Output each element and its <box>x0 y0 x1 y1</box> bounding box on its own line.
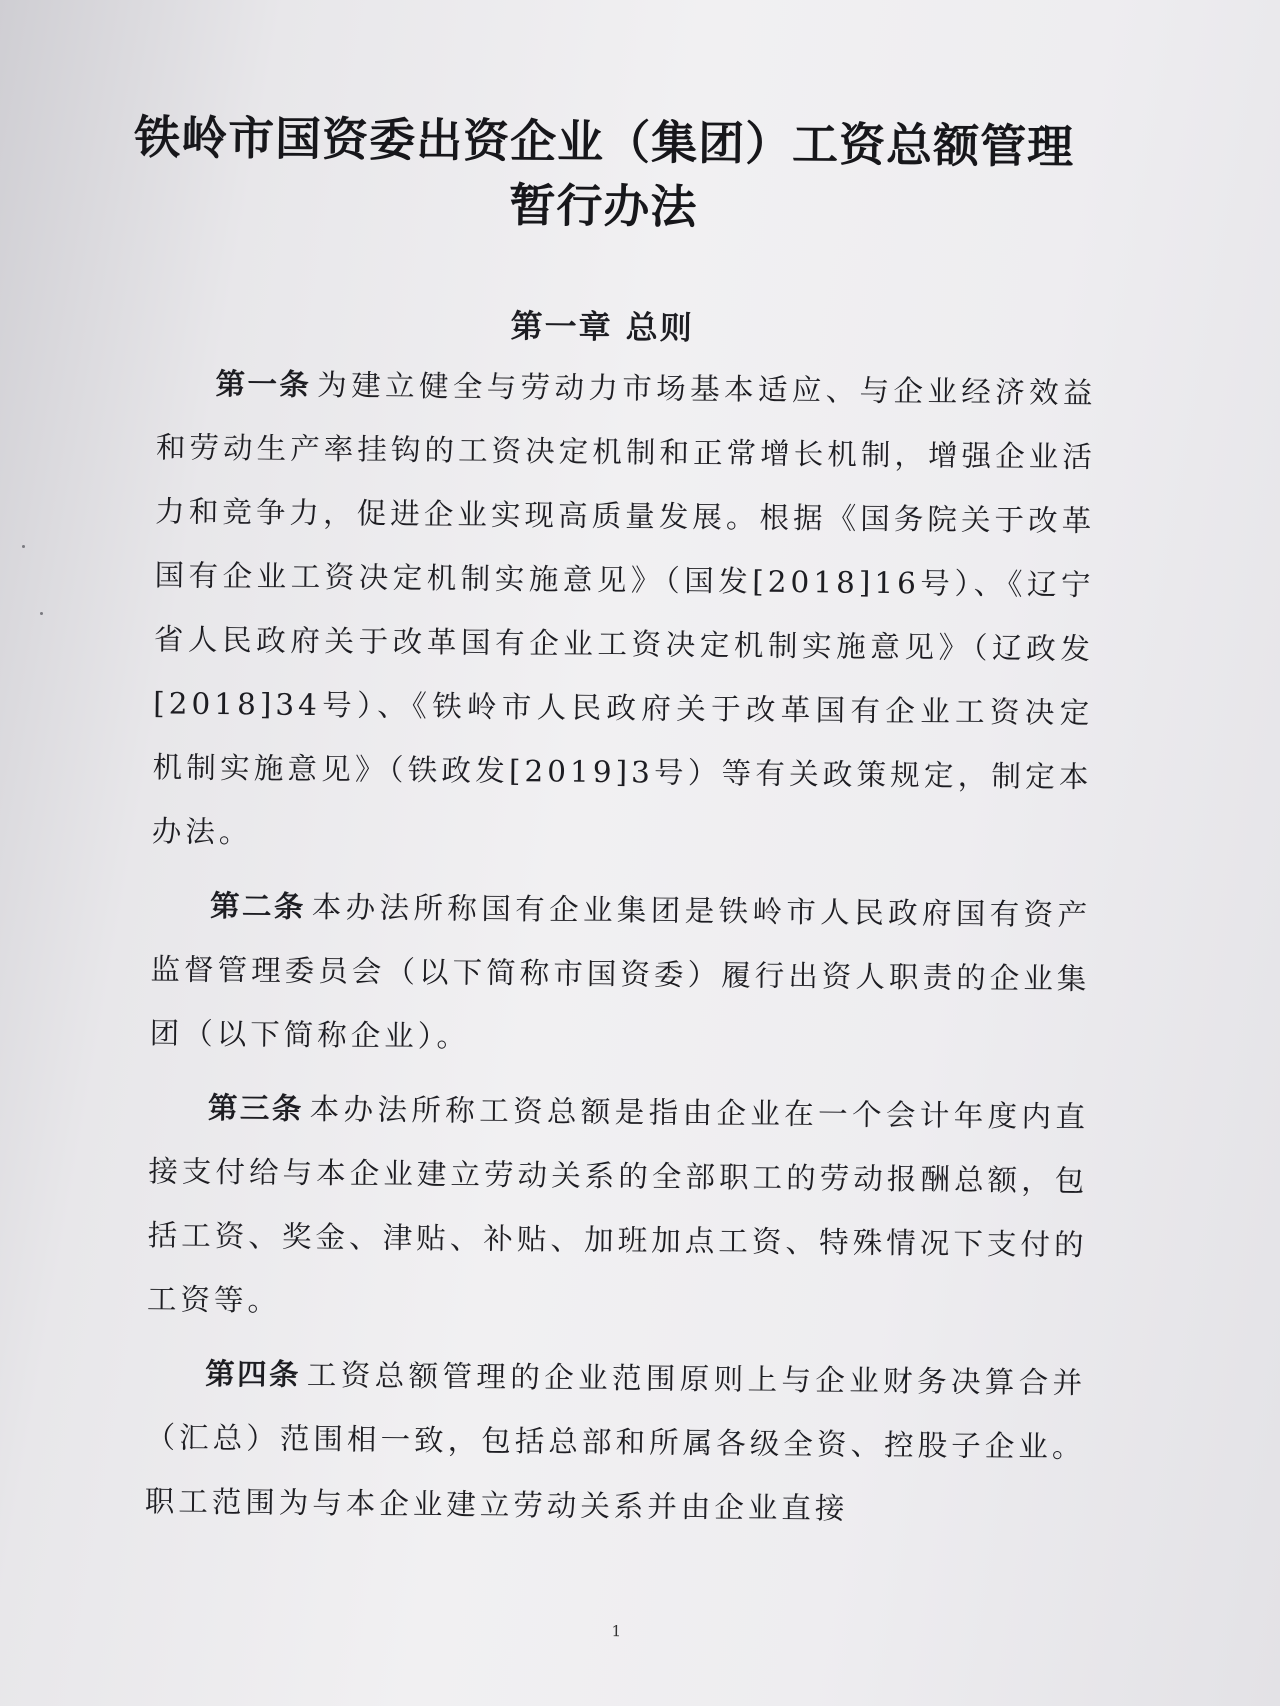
document-title: 铁岭市国资委出资企业（集团）工资总额管理暂行办法 <box>133 110 1075 234</box>
article-number: 第二条 <box>209 888 306 924</box>
article-number: 第一条 <box>215 366 312 402</box>
paper-speck <box>40 612 43 615</box>
document-page <box>83 55 1110 1665</box>
article-text: 本办法所称国有企业集团是铁岭市人民政府国有资产监督管理委员会（以下简称市国资委）履行出资人职责的企业集团（以下简称企业）。 <box>149 889 1092 1054</box>
article-3 <box>147 1075 1090 1341</box>
article-text: 工资总额管理的企业范围原则上与企业财务决算合并（汇总）范围相一致，包括总部和所属各级全资、控股子企业。职工范围为与本企业建立劳动关系并由企业直接 <box>144 1357 1087 1526</box>
article-text: 本办法所称工资总额是指由企业在一个会计年度内直接支付给与本企业建立劳动关系的全部职工的劳动报酬总额，包括工资、奖金、津贴、补贴、加班加点工资、特殊情况下支付的工资等。 <box>146 1091 1090 1318</box>
article-2 <box>149 873 1091 1075</box>
article-number: 第四条 <box>205 1356 302 1392</box>
article-number: 第三条 <box>207 1090 304 1126</box>
page-number: 1 <box>611 1622 622 1641</box>
article-1 <box>152 351 1097 873</box>
article-4 <box>145 1341 1087 1543</box>
article-text: 为建立健全与劳动力市场基本适应、与企业经济效益和劳动生产率挂钩的工资决定机制和正常增长机制，增强企业活力和竞争力，促进企业实现高质量发展。根据《国务院关于改革国有企业工资决定机制实施意见》（国发[2018]16号）、《辽宁省人民政府关于改革国有企业工资决定机制实施意见》（辽政发[2018]34号）、《铁岭市人民政府关于改革国有企业工资决定机制实施意见》（铁政发[2019]3号）等有关政策规定，制定本办法。 <box>151 368 1097 850</box>
chapter-heading: 第一章 总则 <box>510 307 694 347</box>
paper-speck <box>22 545 25 548</box>
